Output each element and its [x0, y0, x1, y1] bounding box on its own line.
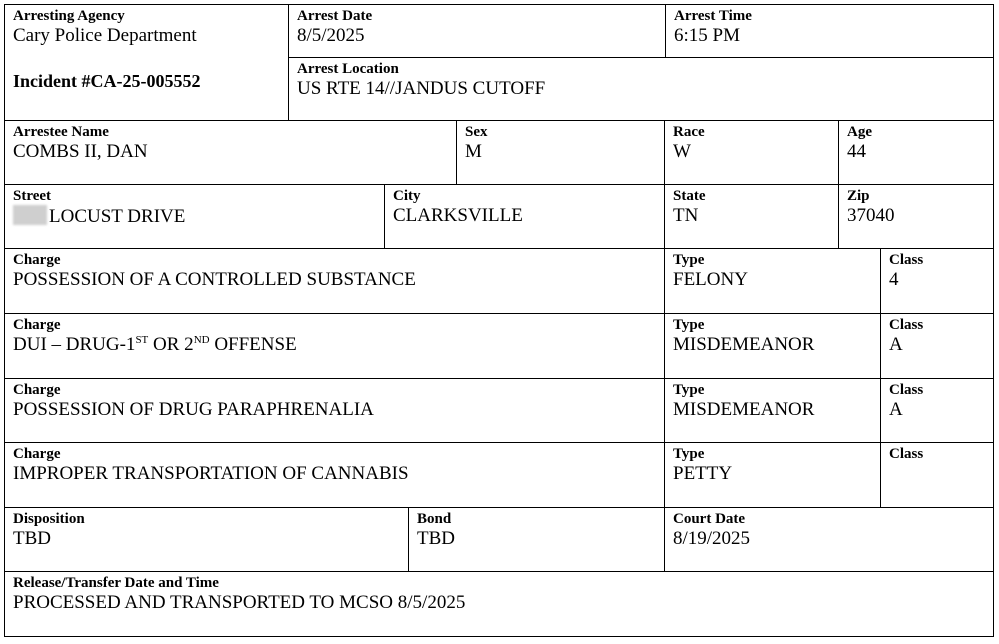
charge-type-label: Type	[673, 252, 705, 268]
zip-cell	[838, 185, 994, 249]
disposition-row	[4, 507, 994, 572]
charge-class-cell	[880, 443, 994, 508]
agency-value: Cary Police Department	[13, 25, 197, 46]
sex-label: Sex	[465, 124, 488, 140]
table-bottom-border	[4, 636, 994, 637]
charge-type-value: PETTY	[673, 463, 733, 484]
age-value: 44	[847, 141, 866, 162]
charge-class-value: A	[889, 334, 903, 355]
arrest-time-label: Arrest Time	[674, 8, 752, 24]
charge-label: Charge	[13, 382, 61, 398]
arrest-time-cell	[665, 5, 995, 57]
redaction-block	[13, 205, 47, 225]
charge-class-cell	[880, 249, 994, 314]
charge-type-cell	[664, 379, 880, 443]
charge-class-cell	[880, 314, 994, 379]
age-cell	[838, 121, 994, 185]
charge-class-label: Class	[889, 252, 924, 268]
state-cell	[664, 185, 838, 249]
arrest-location-cell	[289, 57, 993, 121]
race-label: Race	[673, 124, 705, 140]
bond-value: TBD	[417, 528, 455, 549]
zip-label: Zip	[847, 188, 870, 204]
charge-text-post: OFFENSE	[209, 334, 297, 355]
race-value: W	[673, 141, 691, 162]
city-value: CLARKSVILLE	[393, 205, 523, 226]
arrestee-row	[4, 120, 994, 185]
charge-label: Charge	[13, 317, 61, 333]
charge-cell	[4, 379, 664, 443]
charge-type-cell	[664, 443, 880, 508]
charge-value: POSSESSION OF A CONTROLLED SUBSTANCE	[13, 269, 416, 290]
charge-type-label: Type	[673, 446, 705, 462]
charge-class-label: Class	[889, 446, 924, 462]
zip-value: 37040	[847, 205, 895, 226]
arrest-header-row	[4, 4, 994, 121]
age-label: Age	[847, 124, 872, 140]
arrest-location-value: US RTE 14//JANDUS CUTOFF	[297, 78, 546, 99]
charge-type-cell	[664, 314, 880, 379]
arrest-info-cell	[288, 5, 994, 121]
charge-type-label: Type	[673, 382, 705, 398]
charge-superscript-2: ND	[193, 334, 210, 346]
charge-text-pre: DUI – DRUG-1	[13, 334, 136, 355]
arrestee-name-label: Arrestee Name	[13, 124, 109, 140]
race-cell	[664, 121, 838, 185]
charge-type-value: MISDEMEANOR	[673, 399, 815, 420]
charge-label: Charge	[13, 446, 61, 462]
bond-label: Bond	[417, 511, 452, 527]
court-date-value: 8/19/2025	[673, 528, 751, 549]
charge-type-label: Type	[673, 317, 705, 333]
release-cell	[4, 572, 994, 637]
release-label: Release/Transfer Date and Time	[13, 575, 219, 591]
arrest-location-label: Arrest Location	[297, 61, 399, 77]
charge-value: IMPROPER TRANSPORTATION OF CANNABIS	[13, 463, 409, 484]
bond-cell	[408, 508, 664, 572]
charge-text-mid: OR 2	[148, 334, 194, 355]
release-value: PROCESSED AND TRANSPORTED TO MCSO 8/5/2025	[13, 592, 466, 613]
charge-class-cell	[880, 379, 994, 443]
state-value: TN	[673, 205, 699, 226]
charge-class-label: Class	[889, 382, 924, 398]
charge-cell	[4, 249, 664, 314]
charge-row	[4, 313, 994, 379]
arrestee-name-value: COMBS II, DAN	[13, 141, 148, 162]
street-label: Street	[13, 188, 52, 204]
charge-cell	[4, 314, 664, 379]
arrestee-name-cell	[4, 121, 456, 185]
charge-superscript-1: ST	[135, 334, 149, 346]
charge-type-value: MISDEMEANOR	[673, 334, 815, 355]
sex-value: M	[465, 141, 482, 162]
court-date-label: Court Date	[673, 511, 746, 527]
court-date-cell	[664, 508, 994, 572]
street-value: LOCUST DRIVE	[49, 206, 186, 227]
arrest-report-form	[4, 4, 994, 644]
charge-value	[13, 334, 664, 358]
street-value-wrap	[13, 205, 384, 228]
arrest-date-cell	[289, 5, 665, 57]
address-row	[4, 184, 994, 249]
charge-label: Charge	[13, 252, 61, 268]
disposition-cell	[4, 508, 408, 572]
charge-cell	[4, 443, 664, 508]
release-row	[4, 571, 994, 637]
charge-class-label: Class	[889, 317, 924, 333]
charge-value: POSSESSION OF DRUG PARAPHRENALIA	[13, 399, 374, 420]
charge-row	[4, 248, 994, 314]
city-label: City	[393, 188, 421, 204]
agency-label: Arresting Agency	[13, 8, 125, 24]
arrest-date-value: 8/5/2025	[297, 25, 365, 46]
charge-class-value: 4	[889, 269, 899, 290]
charge-class-value: A	[889, 399, 903, 420]
incident-number: Incident #CA-25-005552	[13, 71, 201, 91]
street-cell	[4, 185, 384, 249]
disposition-value: TBD	[13, 528, 51, 549]
arrest-date-label: Arrest Date	[297, 8, 373, 24]
charge-type-cell	[664, 249, 880, 314]
sex-cell	[456, 121, 664, 185]
state-label: State	[673, 188, 706, 204]
charge-row	[4, 378, 994, 443]
charge-row	[4, 442, 994, 508]
agency-cell	[4, 5, 288, 121]
disposition-label: Disposition	[13, 511, 85, 527]
city-cell	[384, 185, 664, 249]
charge-type-value: FELONY	[673, 269, 748, 290]
arrest-time-value: 6:15 PM	[674, 25, 740, 46]
